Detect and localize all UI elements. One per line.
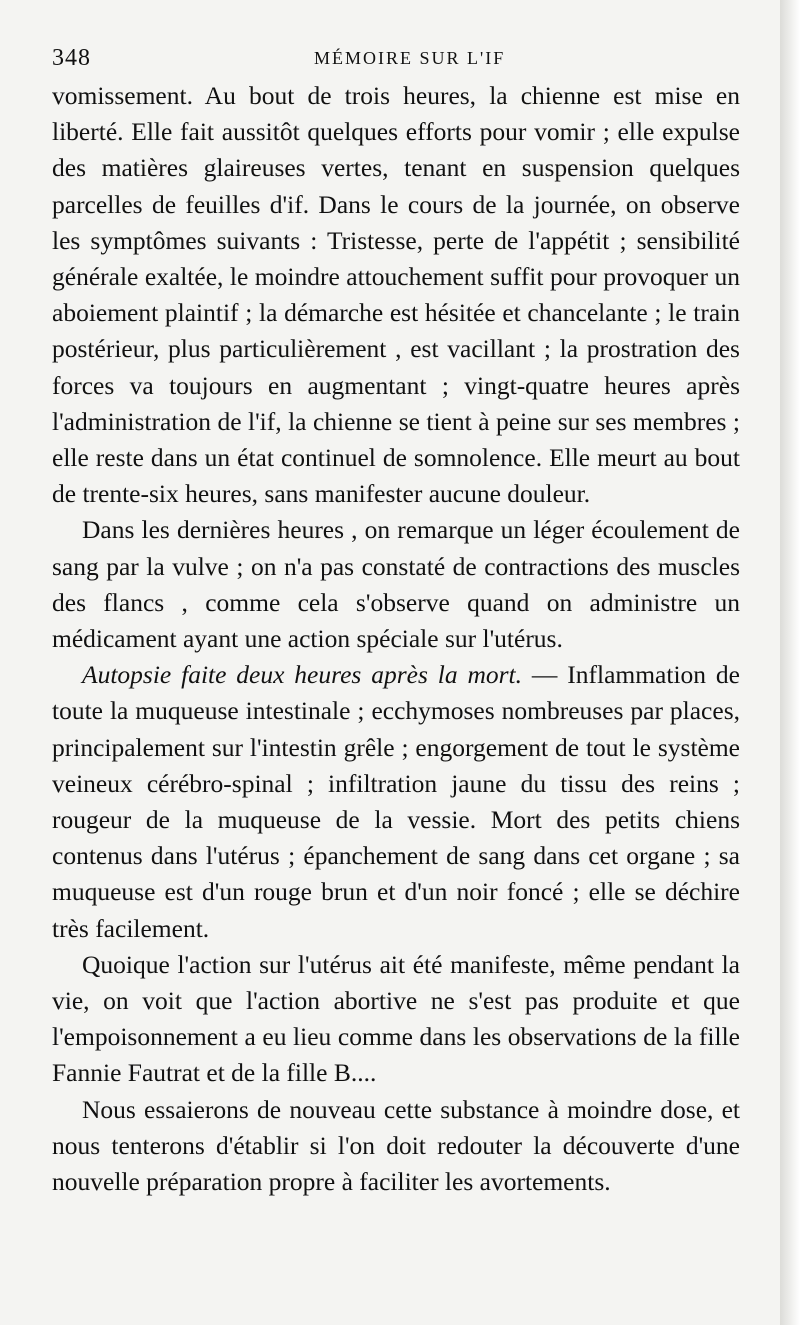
autopsy-heading: Autopsie faite deux heures après la mort. bbox=[82, 660, 523, 690]
autopsy-text: — Inflammation de toute la muqueuse intestinale ; ecchymoses nombreuses par places, principalement sur l'intestin grêle ; engorgement de tout le système veineux cérébro-spinal ; infiltration jaune du tissu des reins ; rougeur de la muqueuse de la vessie. Mort des petits chiens contenus dans l'utérus ; épanchement de sang dans cet organe ; sa muqueuse est d'un rouge brun et d'un noir foncé ; elle se déchire très facilement. bbox=[52, 660, 740, 943]
paragraph-5: Nous essaierons de nouveau cette substance à moindre dose, et nous tenterons d'établir si l'on doit redouter la découverte d'une nouvelle préparation propre à faciliter les avortements. bbox=[52, 1094, 740, 1197]
paragraph-3 bbox=[52, 657, 740, 947]
page-edge bbox=[780, 0, 800, 1325]
body-text bbox=[52, 78, 740, 1200]
paragraph-2: Dans les dernières heures , on remarque un léger écoulement de sang par la vulve ; on n'a pas constaté de contractions des muscles des flancs , comme cela s'observe quand on administre un médicament ayant une action spéciale sur l'utérus. bbox=[52, 515, 740, 654]
running-head bbox=[52, 38, 740, 78]
paragraph-4: Quoique l'action sur l'utérus ait été manifeste, même pendant la vie, on voit que l'action abortive ne s'est pas produite et que l'empoisonnement a eu lieu comme dans les observations de la fille Fannie Fautrat et de la fille B.... bbox=[52, 949, 740, 1088]
running-title: MÉMOIRE SUR L'IF bbox=[314, 48, 506, 68]
page-number: 348 bbox=[52, 45, 91, 71]
paragraph-1: vomissement. Au bout de trois heures, la chienne est mise en liberté. Elle fait aussitôt quelques efforts pour vomir ; elle expulse des matières glaireuses vertes, tenant en suspension quelques parcelles de feuilles d'if. Dans le cours de la journée, on observe les symptômes suivants : Tristesse, perte de l'appétit ; sensibilité générale exaltée, le moindre attouchement suffit pour provoquer un aboiement plaintif ; la démarche est hésitée et chancelante ; le train postérieur, plus particulièrement , est vacillant ; la prostration des forces va toujours en augmentant ; vingt-quatre heures après l'administration de l'if, la chienne se tient à peine sur ses membres ; elle reste dans un état continuel de somnolence. Elle meurt au bout de trente-six heures, sans manifester aucune douleur. bbox=[52, 81, 740, 509]
